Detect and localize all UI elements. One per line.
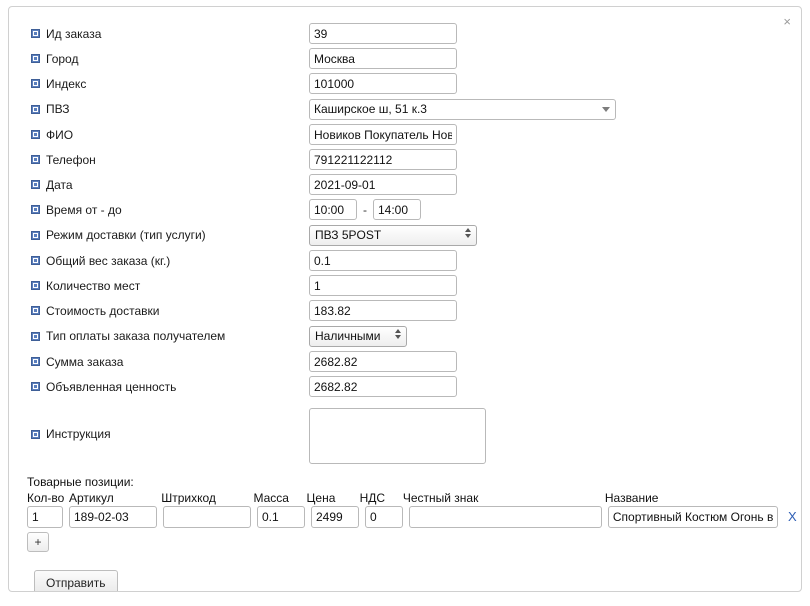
item-barcode-input[interactable] — [163, 506, 251, 528]
item-mass-input[interactable] — [257, 506, 305, 528]
field-label: Дата — [46, 177, 73, 192]
label-cell — [9, 279, 309, 293]
field-cell — [309, 99, 801, 120]
item-name-input[interactable] — [608, 506, 778, 528]
field-marker-icon — [31, 29, 40, 38]
delivery-mode-value: ПВЗ 5POST — [315, 228, 382, 242]
field-marker-icon — [31, 54, 40, 63]
label-cell — [9, 254, 309, 268]
form-row-delivery-mode — [9, 222, 801, 248]
form-row-fullname — [9, 122, 801, 147]
field-label: ПВЗ — [46, 102, 70, 116]
field-label: Время от - до — [46, 202, 122, 217]
order-id-input[interactable] — [309, 23, 457, 44]
form-row-postal-index — [9, 71, 801, 96]
total-weight-input[interactable] — [309, 250, 457, 271]
field-label: Ид заказа — [46, 26, 102, 41]
delivery-mode-select[interactable] — [309, 225, 477, 246]
form-row-delivery-cost — [9, 298, 801, 323]
time-range-separator: - — [363, 202, 367, 217]
field-marker-icon — [31, 281, 40, 290]
form-row-city — [9, 46, 801, 71]
column-header-qty: Кол-во — [27, 491, 65, 505]
field-cell — [309, 225, 801, 246]
label-cell — [9, 102, 309, 116]
field-marker-icon — [31, 231, 40, 240]
field-cell — [309, 23, 801, 44]
field-cell — [309, 405, 801, 467]
table-row — [9, 506, 801, 528]
city-input[interactable] — [309, 48, 457, 69]
form-row-order-id — [9, 21, 801, 46]
close-icon[interactable]: × — [783, 14, 791, 29]
label-cell — [9, 228, 309, 242]
column-header-nds: НДС — [359, 491, 386, 505]
column-header-mark: Честный знак — [402, 491, 479, 505]
field-marker-icon — [31, 205, 40, 214]
places-count-input[interactable] — [309, 275, 457, 296]
field-cell — [309, 250, 801, 271]
label-cell — [9, 27, 309, 41]
form-row-instruction — [9, 405, 801, 467]
field-cell — [309, 351, 801, 372]
select-arrows-icon[interactable] — [465, 228, 471, 238]
time-to-input[interactable] — [373, 199, 421, 220]
label-cell — [9, 329, 309, 343]
field-cell — [309, 275, 801, 296]
label-cell — [9, 153, 309, 167]
label-cell — [9, 77, 309, 91]
item-delete-cell — [784, 506, 801, 528]
form-row-payment-type — [9, 323, 801, 349]
order-sum-input[interactable] — [309, 351, 457, 372]
field-label: Общий вес заказа (кг.) — [46, 253, 171, 268]
field-marker-icon — [31, 105, 40, 114]
form-row-declared-value — [9, 374, 801, 399]
label-cell — [9, 304, 309, 318]
field-cell — [309, 149, 801, 170]
field-label: Индекс — [46, 76, 87, 91]
label-cell — [9, 203, 309, 217]
select-arrows-icon[interactable] — [395, 329, 401, 339]
field-label: Телефон — [46, 152, 96, 167]
field-cell — [309, 300, 801, 321]
field-label: Объявленная ценность — [46, 379, 177, 394]
items-section-title: Товарные позиции: — [27, 475, 134, 489]
field-marker-icon — [31, 155, 40, 164]
order-form — [9, 7, 801, 467]
field-marker-icon — [31, 357, 40, 366]
item-nds-input[interactable] — [365, 506, 403, 528]
field-label: ФИО — [46, 127, 74, 142]
field-marker-icon — [31, 306, 40, 315]
form-row-order-sum — [9, 349, 801, 374]
delete-row-icon[interactable]: X — [788, 509, 797, 524]
pickup-point-value: Каширское ш, 51 к.3 — [314, 102, 427, 116]
field-label: Инструкция — [46, 427, 111, 441]
field-marker-icon — [31, 382, 40, 391]
date-input[interactable] — [309, 174, 457, 195]
field-marker-icon — [31, 79, 40, 88]
form-row-pickup-point — [9, 96, 801, 122]
pickup-point-combobox[interactable] — [309, 99, 616, 120]
payment-type-value: Наличными — [315, 329, 381, 343]
delivery-cost-input[interactable] — [309, 300, 457, 321]
field-marker-icon — [31, 430, 40, 439]
postal-index-input[interactable] — [309, 73, 457, 94]
label-cell — [9, 380, 309, 394]
payment-type-select[interactable] — [309, 326, 407, 347]
instruction-textarea[interactable] — [309, 408, 486, 464]
label-cell — [9, 52, 309, 66]
field-marker-icon — [31, 256, 40, 265]
column-header-price: Цена — [306, 491, 336, 505]
field-cell — [309, 174, 801, 195]
field-cell — [309, 124, 801, 145]
item-price-input[interactable] — [311, 506, 359, 528]
add-item-button[interactable]: + — [27, 532, 49, 552]
field-cell — [309, 376, 801, 397]
column-header-name: Название — [604, 491, 659, 505]
form-row-date — [9, 172, 801, 197]
label-cell — [9, 405, 309, 441]
fullname-input[interactable] — [309, 124, 457, 145]
items-table-header — [9, 491, 801, 505]
field-marker-icon — [31, 332, 40, 341]
column-header-mass: Масса — [253, 491, 289, 505]
submit-button[interactable]: Отправить — [34, 570, 118, 592]
order-dialog — [8, 6, 802, 592]
declared-value-input[interactable] — [309, 376, 457, 397]
column-header-article: Артикул — [69, 491, 114, 505]
field-cell — [309, 48, 801, 69]
column-header-barcode: Штрихкод — [161, 491, 216, 505]
form-row-time-range — [9, 197, 801, 222]
field-cell — [309, 326, 801, 347]
form-row-phone — [9, 147, 801, 172]
field-cell — [309, 73, 801, 94]
form-row-places-count — [9, 273, 801, 298]
time-from-input[interactable] — [309, 199, 357, 220]
field-marker-icon — [31, 180, 40, 189]
field-marker-icon — [31, 130, 40, 139]
form-row-total-weight — [9, 248, 801, 273]
field-cell — [309, 199, 801, 220]
phone-input[interactable] — [309, 149, 457, 170]
field-label: Количество мест — [46, 278, 141, 293]
item-article-input[interactable] — [69, 506, 157, 528]
item-qty-input[interactable] — [27, 506, 63, 528]
field-label: Режим доставки (тип услуги) — [46, 228, 206, 242]
label-cell — [9, 128, 309, 142]
field-label: Стоимость доставки — [46, 303, 160, 318]
field-label: Сумма заказа — [46, 354, 124, 369]
item-mark-input[interactable] — [409, 506, 602, 528]
chevron-down-icon[interactable] — [602, 107, 610, 112]
label-cell — [9, 355, 309, 369]
field-label: Тип оплаты заказа получателем — [46, 329, 226, 343]
field-label: Город — [46, 51, 79, 66]
label-cell — [9, 178, 309, 192]
